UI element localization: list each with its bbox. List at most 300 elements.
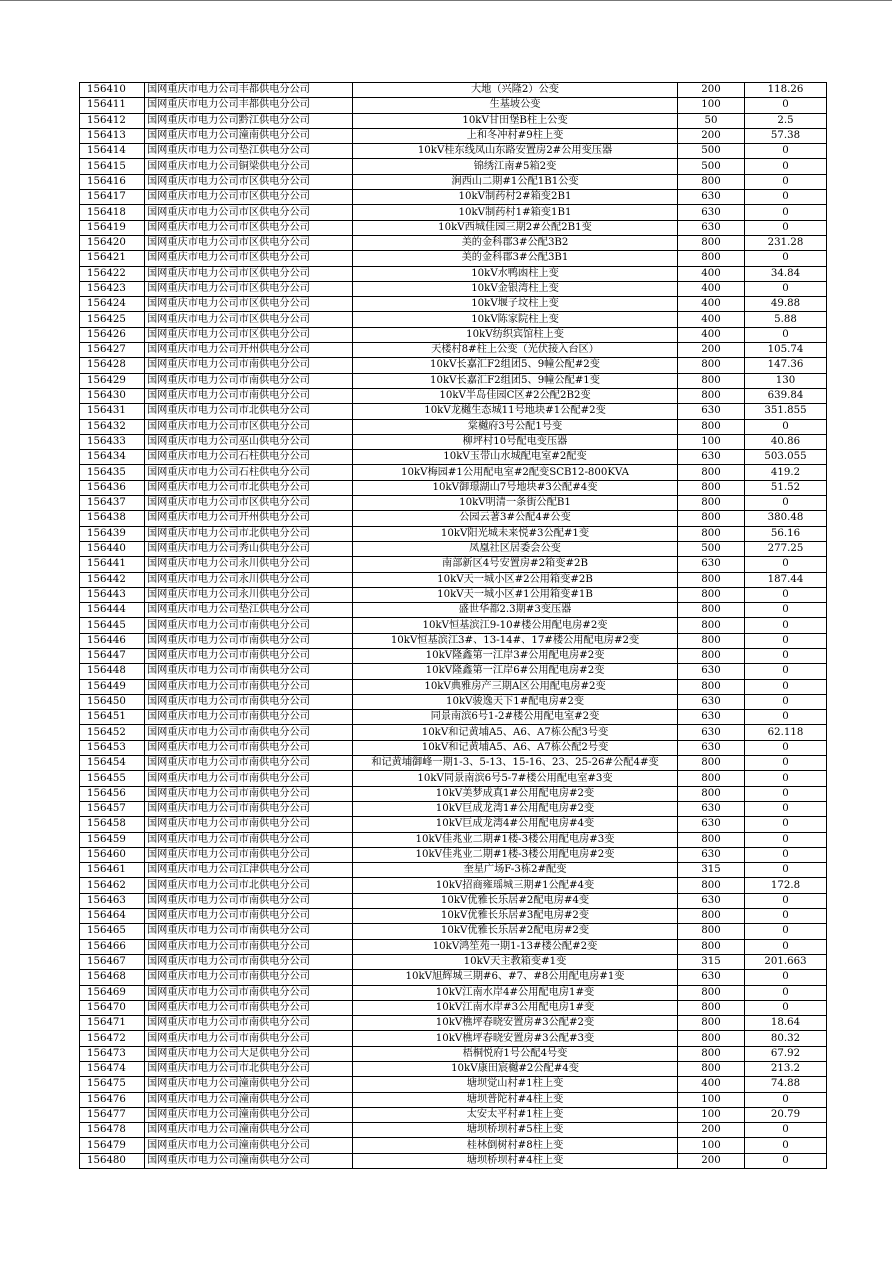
transformer-name-cell: 10kV樵坪春晓安置房#3公配#2变 xyxy=(353,1016,678,1031)
transformer-name-cell: 凤凰社区居委会公变 xyxy=(353,541,678,556)
company-cell: 国网重庆市电力公司垫江供电分公司 xyxy=(145,144,353,159)
table-row xyxy=(80,450,827,465)
row-id-cell: 156472 xyxy=(80,1031,145,1046)
company-cell: 国网重庆市电力公司市南供电分公司 xyxy=(145,618,353,633)
value-cell: 0 xyxy=(745,1138,827,1153)
transformer-name-cell: 10kV招商雍瑶城三期#1公配#4变 xyxy=(353,878,678,893)
transformer-name-cell: 10kV玉带山水城配电室#2配变 xyxy=(353,450,678,465)
value-cell: 0 xyxy=(745,205,827,220)
transformer-name-cell: 10kV甘田堡B柱上公变 xyxy=(353,113,678,128)
company-cell: 国网重庆市电力公司市南供电分公司 xyxy=(145,358,353,373)
capacity-cell: 800 xyxy=(678,419,745,434)
company-cell: 国网重庆市电力公司市北供电分公司 xyxy=(145,526,353,541)
company-cell: 国网重庆市电力公司市区供电分公司 xyxy=(145,235,353,250)
transformer-name-cell: 10kV佳兆业二期#1楼-3楼公用配电房#3变 xyxy=(353,832,678,847)
company-cell: 国网重庆市电力公司市南供电分公司 xyxy=(145,985,353,1000)
row-id-cell: 156431 xyxy=(80,404,145,419)
company-cell: 国网重庆市电力公司市南供电分公司 xyxy=(145,817,353,832)
transformer-name-cell: 10kV隆鑫第一江岸6#公用配电房#2变 xyxy=(353,664,678,679)
company-cell: 国网重庆市电力公司市南供电分公司 xyxy=(145,924,353,939)
company-cell: 国网重庆市电力公司市南供电分公司 xyxy=(145,694,353,709)
capacity-cell: 500 xyxy=(678,159,745,174)
value-cell: 0 xyxy=(745,1092,827,1107)
row-id-cell: 156435 xyxy=(80,465,145,480)
capacity-cell: 800 xyxy=(678,587,745,602)
transformer-name-cell: 10kV樵坪春晓安置房#3公配#3变 xyxy=(353,1031,678,1046)
row-id-cell: 156464 xyxy=(80,909,145,924)
row-id-cell: 156478 xyxy=(80,1123,145,1138)
value-cell: 0 xyxy=(745,496,827,511)
value-cell: 105.74 xyxy=(745,343,827,358)
capacity-cell: 800 xyxy=(678,358,745,373)
row-id-cell: 156468 xyxy=(80,970,145,985)
company-cell: 国网重庆市电力公司市南供电分公司 xyxy=(145,1016,353,1031)
transformer-name-cell: 10kV巨成龙湾1#公用配电房#2变 xyxy=(353,801,678,816)
capacity-cell: 400 xyxy=(678,266,745,281)
capacity-cell: 800 xyxy=(678,924,745,939)
value-cell: 0 xyxy=(745,633,827,648)
company-cell: 国网重庆市电力公司市南供电分公司 xyxy=(145,740,353,755)
table-row xyxy=(80,725,827,740)
company-cell: 国网重庆市电力公司市区供电分公司 xyxy=(145,496,353,511)
transformer-name-cell: 10kV骏逸天下1#配电房#2变 xyxy=(353,694,678,709)
value-cell: 639.84 xyxy=(745,388,827,403)
value-cell: 147.36 xyxy=(745,358,827,373)
table-row xyxy=(80,541,827,556)
table-row xyxy=(80,648,827,663)
capacity-cell: 800 xyxy=(678,251,745,266)
value-cell: 0 xyxy=(745,327,827,342)
value-cell: 62.118 xyxy=(745,725,827,740)
capacity-cell: 800 xyxy=(678,511,745,526)
company-cell: 国网重庆市电力公司铜梁供电分公司 xyxy=(145,159,353,174)
transformer-name-cell: 10kV龙樾生态城11号地块#1公配#2变 xyxy=(353,404,678,419)
row-id-cell: 156463 xyxy=(80,893,145,908)
transformer-name-cell: 10kV半岛佳园C区#2公配2B2变 xyxy=(353,388,678,403)
transformer-name-cell: 10kV金银湾柱上变 xyxy=(353,281,678,296)
table-row xyxy=(80,832,827,847)
row-id-cell: 156461 xyxy=(80,863,145,878)
table-row xyxy=(80,603,827,618)
transformer-name-cell: 10kV旭辉城三期#6、#7、#8公用配电房#1变 xyxy=(353,970,678,985)
value-cell: 18.64 xyxy=(745,1016,827,1031)
row-id-cell: 156448 xyxy=(80,664,145,679)
table-row xyxy=(80,954,827,969)
table-row xyxy=(80,434,827,449)
transformer-name-cell: 天楼村8#柱上公变（光伏接入台区） xyxy=(353,343,678,358)
capacity-cell: 800 xyxy=(678,465,745,480)
table-row xyxy=(80,1153,827,1168)
row-id-cell: 156453 xyxy=(80,740,145,755)
value-cell: 231.28 xyxy=(745,235,827,250)
row-id-cell: 156422 xyxy=(80,266,145,281)
row-id-cell: 156479 xyxy=(80,1138,145,1153)
value-cell: 0 xyxy=(745,786,827,801)
capacity-cell: 800 xyxy=(678,771,745,786)
transformer-name-cell: 公园云著3#公配4#公变 xyxy=(353,511,678,526)
row-id-cell: 156475 xyxy=(80,1077,145,1092)
company-cell: 国网重庆市电力公司市区供电分公司 xyxy=(145,419,353,434)
company-cell: 国网重庆市电力公司市南供电分公司 xyxy=(145,801,353,816)
value-cell: 213.2 xyxy=(745,1062,827,1077)
capacity-cell: 200 xyxy=(678,1153,745,1168)
transformer-name-cell: 10kV纺织宾馆柱上变 xyxy=(353,327,678,342)
value-cell: 118.26 xyxy=(745,83,827,98)
company-cell: 国网重庆市电力公司市区供电分公司 xyxy=(145,174,353,189)
row-id-cell: 156467 xyxy=(80,954,145,969)
company-cell: 国网重庆市电力公司石柱供电分公司 xyxy=(145,450,353,465)
value-cell: 0 xyxy=(745,771,827,786)
capacity-cell: 630 xyxy=(678,801,745,816)
capacity-cell: 800 xyxy=(678,1016,745,1031)
transformer-name-cell: 10kV江南水岸4#公用配电房1#变 xyxy=(353,985,678,1000)
transformer-name-cell: 10kV恒基滨江3#、13-14#、17#楼公用配电房#2变 xyxy=(353,633,678,648)
value-cell: 0 xyxy=(745,174,827,189)
company-cell: 国网重庆市电力公司大足供电分公司 xyxy=(145,1046,353,1061)
company-cell: 国网重庆市电力公司市区供电分公司 xyxy=(145,190,353,205)
row-id-cell: 156430 xyxy=(80,388,145,403)
row-id-cell: 156429 xyxy=(80,373,145,388)
value-cell: 0 xyxy=(745,985,827,1000)
table-row xyxy=(80,878,827,893)
company-cell: 国网重庆市电力公司潼南供电分公司 xyxy=(145,1123,353,1138)
company-cell: 国网重庆市电力公司永川供电分公司 xyxy=(145,557,353,572)
company-cell: 国网重庆市电力公司永川供电分公司 xyxy=(145,587,353,602)
row-id-cell: 156458 xyxy=(80,817,145,832)
capacity-cell: 800 xyxy=(678,388,745,403)
company-cell: 国网重庆市电力公司市南供电分公司 xyxy=(145,954,353,969)
table-row xyxy=(80,98,827,113)
row-id-cell: 156415 xyxy=(80,159,145,174)
transformer-name-cell: 10kV和记黄埔A5、A6、A7栋公配3号变 xyxy=(353,725,678,740)
value-cell: 0 xyxy=(745,98,827,113)
capacity-cell: 800 xyxy=(678,480,745,495)
value-cell: 74.88 xyxy=(745,1077,827,1092)
row-id-cell: 156465 xyxy=(80,924,145,939)
table-row xyxy=(80,771,827,786)
transformer-name-cell: 10kV西城佳园三期2#公配2B1变 xyxy=(353,220,678,235)
value-cell: 49.88 xyxy=(745,297,827,312)
row-id-cell: 156417 xyxy=(80,190,145,205)
capacity-cell: 100 xyxy=(678,1138,745,1153)
row-id-cell: 156442 xyxy=(80,572,145,587)
row-id-cell: 156476 xyxy=(80,1092,145,1107)
row-id-cell: 156447 xyxy=(80,648,145,663)
company-cell: 国网重庆市电力公司市区供电分公司 xyxy=(145,312,353,327)
row-id-cell: 156444 xyxy=(80,603,145,618)
table-row xyxy=(80,1107,827,1122)
transformer-name-cell: 10kV美梦成真1#公用配电房#2变 xyxy=(353,786,678,801)
row-id-cell: 156440 xyxy=(80,541,145,556)
transformer-name-cell: 和记黄埔御峰一期1-3、5-13、15-16、23、25-26#公配4#变 xyxy=(353,756,678,771)
row-id-cell: 156414 xyxy=(80,144,145,159)
transformer-name-cell: 柳坪村10号配电变压器 xyxy=(353,434,678,449)
value-cell: 172.8 xyxy=(745,878,827,893)
company-cell: 国网重庆市电力公司潼南供电分公司 xyxy=(145,1153,353,1168)
capacity-cell: 630 xyxy=(678,970,745,985)
table-row xyxy=(80,297,827,312)
transformer-name-cell: 大地（兴隆2）公变 xyxy=(353,83,678,98)
transformer-name-cell: 10kV佳兆业二期#1楼-3楼公用配电房#2变 xyxy=(353,847,678,862)
transformer-name-cell: 同景南滨6号1-2#楼公用配电室#2变 xyxy=(353,710,678,725)
table-row xyxy=(80,235,827,250)
capacity-cell: 500 xyxy=(678,541,745,556)
transformer-name-cell: 10kV隆鑫第一江岸3#公用配电房#2变 xyxy=(353,648,678,663)
transformer-name-cell: 10kV鸿笙苑一期1-13#楼公配#2变 xyxy=(353,939,678,954)
table-row xyxy=(80,174,827,189)
table-row xyxy=(80,1016,827,1031)
transformer-name-cell: 10kV和记黄埔A5、A6、A7栋公配2号变 xyxy=(353,740,678,755)
capacity-cell: 800 xyxy=(678,909,745,924)
transformer-name-cell: 10kV陈家院柱上变 xyxy=(353,312,678,327)
value-cell: 0 xyxy=(745,909,827,924)
company-cell: 国网重庆市电力公司市区供电分公司 xyxy=(145,281,353,296)
transformer-table-body xyxy=(80,83,827,1169)
table-row xyxy=(80,281,827,296)
transformer-name-cell: 10kV制药村1#箱变1B1 xyxy=(353,205,678,220)
company-cell: 国网重庆市电力公司黔江供电分公司 xyxy=(145,113,353,128)
capacity-cell: 800 xyxy=(678,174,745,189)
value-cell: 56.16 xyxy=(745,526,827,541)
transformer-name-cell: 10kV康田宸樾#2公配#4变 xyxy=(353,1062,678,1077)
capacity-cell: 400 xyxy=(678,1077,745,1092)
table-row xyxy=(80,1062,827,1077)
table-row xyxy=(80,312,827,327)
table-row xyxy=(80,801,827,816)
transformer-name-cell: 锦绣江南#5箱2变 xyxy=(353,159,678,174)
table-row xyxy=(80,1123,827,1138)
row-id-cell: 156426 xyxy=(80,327,145,342)
value-cell: 187.44 xyxy=(745,572,827,587)
value-cell: 201.663 xyxy=(745,954,827,969)
transformer-name-cell: 10kV优雅长乐居#3配电房#2变 xyxy=(353,909,678,924)
value-cell: 0 xyxy=(745,756,827,771)
capacity-cell: 50 xyxy=(678,113,745,128)
company-cell: 国网重庆市电力公司丰都供电分公司 xyxy=(145,83,353,98)
table-row xyxy=(80,327,827,342)
row-id-cell: 156423 xyxy=(80,281,145,296)
company-cell: 国网重庆市电力公司市区供电分公司 xyxy=(145,327,353,342)
table-row xyxy=(80,572,827,587)
value-cell: 51.52 xyxy=(745,480,827,495)
value-cell: 130 xyxy=(745,373,827,388)
transformer-name-cell: 涧西山二期#1公配1B1公变 xyxy=(353,174,678,189)
row-id-cell: 156420 xyxy=(80,235,145,250)
value-cell: 0 xyxy=(745,740,827,755)
table-row xyxy=(80,128,827,143)
table-row xyxy=(80,664,827,679)
capacity-cell: 630 xyxy=(678,190,745,205)
table-row xyxy=(80,1031,827,1046)
company-cell: 国网重庆市电力公司市南供电分公司 xyxy=(145,939,353,954)
transformer-table xyxy=(79,82,827,1169)
capacity-cell: 400 xyxy=(678,297,745,312)
transformer-name-cell: 10kV恒基滨江9-10#楼公用配电房#2变 xyxy=(353,618,678,633)
row-id-cell: 156416 xyxy=(80,174,145,189)
value-cell: 0 xyxy=(745,939,827,954)
company-cell: 国网重庆市电力公司潼南供电分公司 xyxy=(145,128,353,143)
capacity-cell: 800 xyxy=(678,985,745,1000)
table-row xyxy=(80,220,827,235)
table-row xyxy=(80,511,827,526)
table-row xyxy=(80,113,827,128)
capacity-cell: 800 xyxy=(678,1031,745,1046)
company-cell: 国网重庆市电力公司丰都供电分公司 xyxy=(145,98,353,113)
table-row xyxy=(80,1092,827,1107)
capacity-cell: 200 xyxy=(678,343,745,358)
capacity-cell: 800 xyxy=(678,1062,745,1077)
table-row xyxy=(80,190,827,205)
row-id-cell: 156473 xyxy=(80,1046,145,1061)
table-row xyxy=(80,1138,827,1153)
company-cell: 国网重庆市电力公司垫江供电分公司 xyxy=(145,603,353,618)
value-cell: 0 xyxy=(745,1153,827,1168)
capacity-cell: 630 xyxy=(678,817,745,832)
row-id-cell: 156445 xyxy=(80,618,145,633)
value-cell: 0 xyxy=(745,144,827,159)
table-row xyxy=(80,939,827,954)
value-cell: 0 xyxy=(745,710,827,725)
table-row xyxy=(80,526,827,541)
row-id-cell: 156452 xyxy=(80,725,145,740)
value-cell: 0 xyxy=(745,159,827,174)
capacity-cell: 630 xyxy=(678,740,745,755)
row-id-cell: 156424 xyxy=(80,297,145,312)
value-cell: 0 xyxy=(745,863,827,878)
row-id-cell: 156459 xyxy=(80,832,145,847)
transformer-name-cell: 10kV长嘉汇F2组团5、9幢公配#1变 xyxy=(353,373,678,388)
company-cell: 国网重庆市电力公司市南供电分公司 xyxy=(145,756,353,771)
value-cell: 0 xyxy=(745,220,827,235)
row-id-cell: 156470 xyxy=(80,1000,145,1015)
company-cell: 国网重庆市电力公司潼南供电分公司 xyxy=(145,1077,353,1092)
table-row xyxy=(80,1077,827,1092)
capacity-cell: 630 xyxy=(678,694,745,709)
company-cell: 国网重庆市电力公司市南供电分公司 xyxy=(145,725,353,740)
row-id-cell: 156413 xyxy=(80,128,145,143)
table-row xyxy=(80,496,827,511)
table-row xyxy=(80,159,827,174)
row-id-cell: 156438 xyxy=(80,511,145,526)
row-id-cell: 156410 xyxy=(80,83,145,98)
capacity-cell: 500 xyxy=(678,144,745,159)
row-id-cell: 156443 xyxy=(80,587,145,602)
company-cell: 国网重庆市电力公司秀山供电分公司 xyxy=(145,541,353,556)
transformer-name-cell: 10kV御璟湖山7号地块#3公配#4变 xyxy=(353,480,678,495)
table-row xyxy=(80,924,827,939)
value-cell: 0 xyxy=(745,664,827,679)
capacity-cell: 100 xyxy=(678,98,745,113)
table-row xyxy=(80,847,827,862)
value-cell: 0 xyxy=(745,419,827,434)
value-cell: 380.48 xyxy=(745,511,827,526)
company-cell: 国网重庆市电力公司市南供电分公司 xyxy=(145,710,353,725)
table-row xyxy=(80,633,827,648)
capacity-cell: 630 xyxy=(678,404,745,419)
row-id-cell: 156421 xyxy=(80,251,145,266)
capacity-cell: 400 xyxy=(678,312,745,327)
capacity-cell: 630 xyxy=(678,220,745,235)
table-row xyxy=(80,388,827,403)
value-cell: 0 xyxy=(745,557,827,572)
table-row xyxy=(80,587,827,602)
table-row xyxy=(80,740,827,755)
capacity-cell: 800 xyxy=(678,572,745,587)
table-row xyxy=(80,1000,827,1015)
table-row xyxy=(80,480,827,495)
row-id-cell: 156455 xyxy=(80,771,145,786)
company-cell: 国网重庆市电力公司市南供电分公司 xyxy=(145,909,353,924)
capacity-cell: 100 xyxy=(678,1107,745,1122)
table-row xyxy=(80,786,827,801)
transformer-name-cell: 塘坝觉山村#1柱上变 xyxy=(353,1077,678,1092)
capacity-cell: 400 xyxy=(678,281,745,296)
value-cell: 0 xyxy=(745,587,827,602)
company-cell: 国网重庆市电力公司市南供电分公司 xyxy=(145,847,353,862)
company-cell: 国网重庆市电力公司市南供电分公司 xyxy=(145,832,353,847)
table-row xyxy=(80,251,827,266)
capacity-cell: 100 xyxy=(678,1092,745,1107)
transformer-name-cell: 10kV优雅长乐居#2配电房#4变 xyxy=(353,893,678,908)
transformer-name-cell: 生基坡公变 xyxy=(353,98,678,113)
transformer-name-cell: 梧桐悦府1号公配4号变 xyxy=(353,1046,678,1061)
table-row xyxy=(80,144,827,159)
row-id-cell: 156436 xyxy=(80,480,145,495)
value-cell: 0 xyxy=(745,190,827,205)
capacity-cell: 800 xyxy=(678,496,745,511)
capacity-cell: 200 xyxy=(678,1123,745,1138)
value-cell: 5.88 xyxy=(745,312,827,327)
capacity-cell: 630 xyxy=(678,557,745,572)
value-cell: 419.2 xyxy=(745,465,827,480)
company-cell: 国网重庆市电力公司巫山供电分公司 xyxy=(145,434,353,449)
capacity-cell: 800 xyxy=(678,603,745,618)
value-cell: 57.38 xyxy=(745,128,827,143)
row-id-cell: 156451 xyxy=(80,710,145,725)
company-cell: 国网重庆市电力公司市南供电分公司 xyxy=(145,1031,353,1046)
row-id-cell: 156457 xyxy=(80,801,145,816)
transformer-name-cell: 10kV天主教箱变#1变 xyxy=(353,954,678,969)
capacity-cell: 800 xyxy=(678,618,745,633)
table-row xyxy=(80,756,827,771)
company-cell: 国网重庆市电力公司永川供电分公司 xyxy=(145,572,353,587)
table-row xyxy=(80,909,827,924)
transformer-name-cell: 10kV梅园#1公用配电室#2配变SCB12-800KVA xyxy=(353,465,678,480)
capacity-cell: 630 xyxy=(678,893,745,908)
table-row xyxy=(80,618,827,633)
transformer-name-cell: 10kV制药村2#箱变2B1 xyxy=(353,190,678,205)
row-id-cell: 156469 xyxy=(80,985,145,1000)
value-cell: 277.25 xyxy=(745,541,827,556)
row-id-cell: 156418 xyxy=(80,205,145,220)
row-id-cell: 156427 xyxy=(80,343,145,358)
table-row xyxy=(80,358,827,373)
capacity-cell: 630 xyxy=(678,847,745,862)
row-id-cell: 156462 xyxy=(80,878,145,893)
company-cell: 国网重庆市电力公司市北供电分公司 xyxy=(145,878,353,893)
row-id-cell: 156412 xyxy=(80,113,145,128)
table-row xyxy=(80,266,827,281)
value-cell: 0 xyxy=(745,817,827,832)
capacity-cell: 800 xyxy=(678,756,745,771)
value-cell: 67.92 xyxy=(745,1046,827,1061)
value-cell: 0 xyxy=(745,970,827,985)
company-cell: 国网重庆市电力公司市南供电分公司 xyxy=(145,786,353,801)
company-cell: 国网重庆市电力公司市区供电分公司 xyxy=(145,297,353,312)
value-cell: 0 xyxy=(745,694,827,709)
capacity-cell: 630 xyxy=(678,205,745,220)
row-id-cell: 156411 xyxy=(80,98,145,113)
